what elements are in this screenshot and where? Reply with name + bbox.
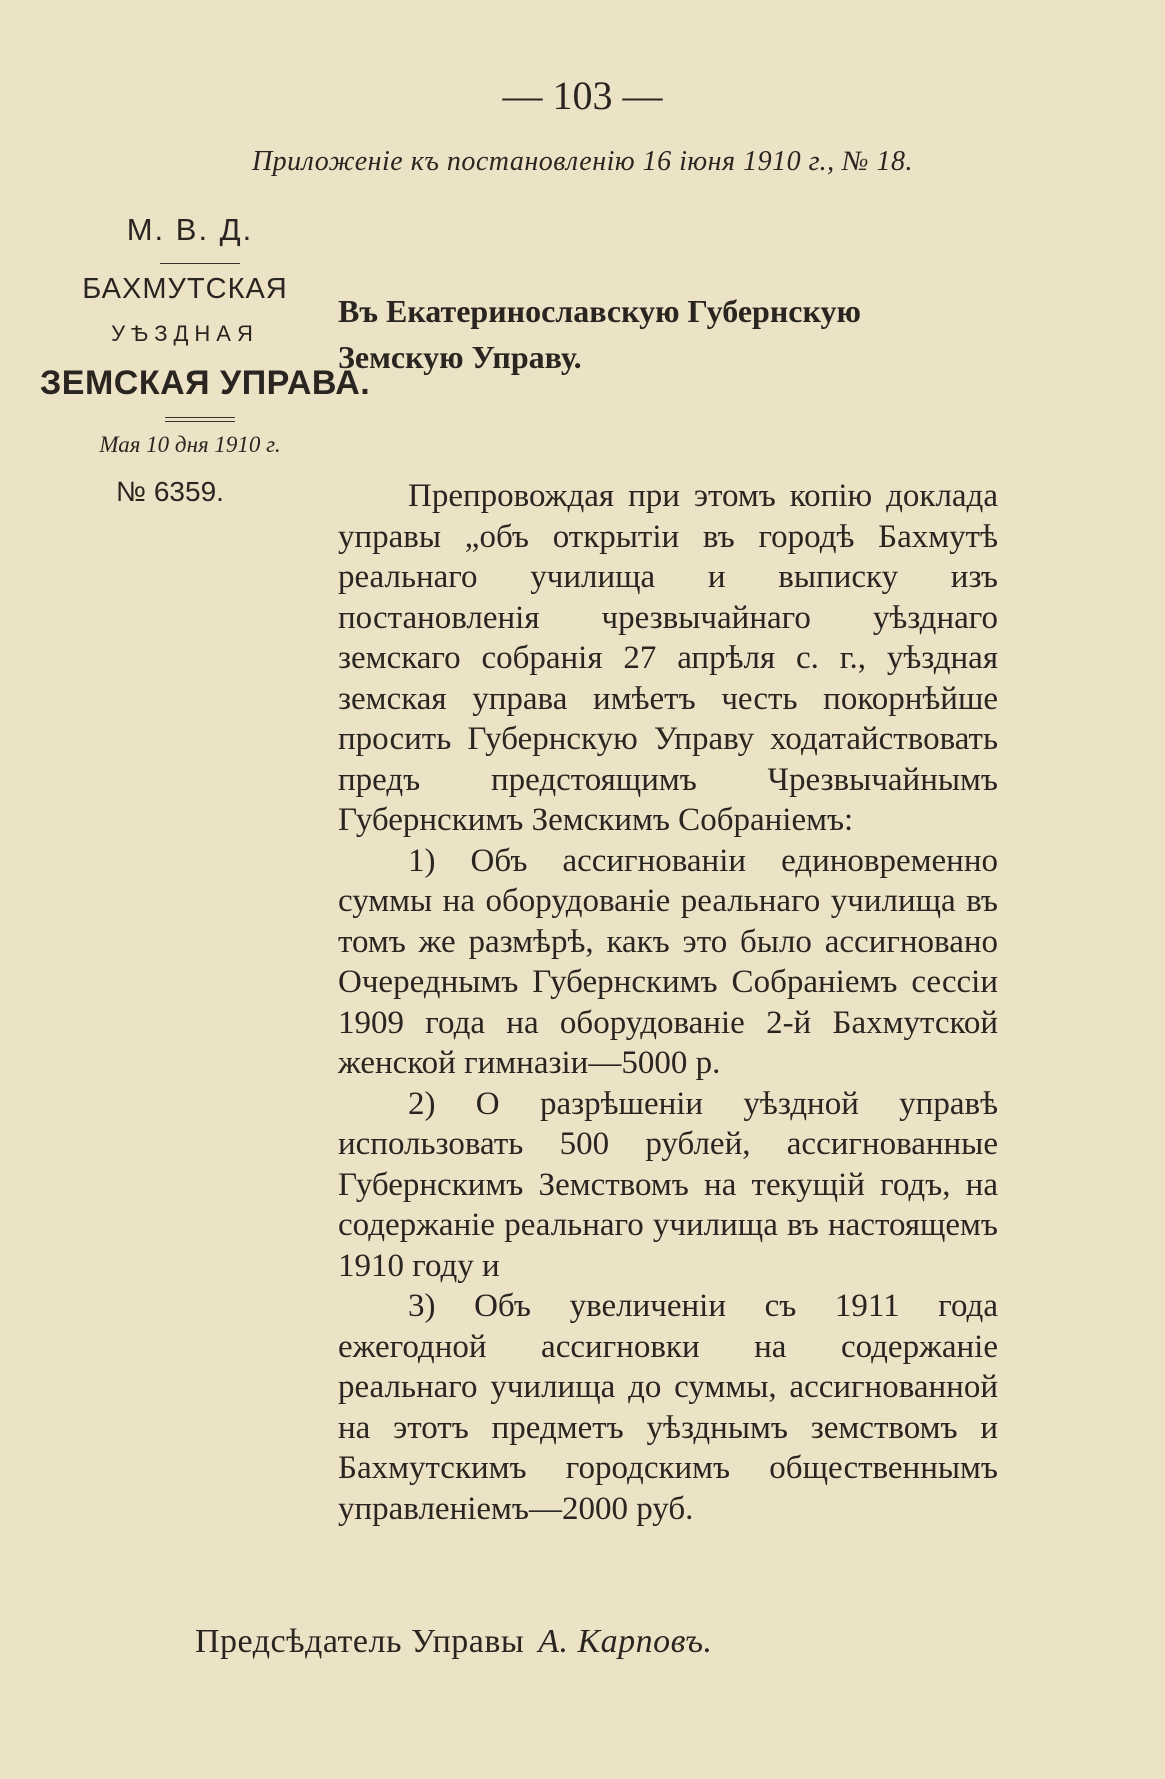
page-number: — 103 — xyxy=(502,73,663,118)
document-number: № 6359. xyxy=(116,476,224,507)
document-date: Мая 10 дня 1910 г. xyxy=(99,432,281,457)
request-item-3: 3) Объ увеличеніи съ 1911 года ежегодной ассигновки на содержаніе реальнаго училища до суммы, ассигнованной на этотъ предметъ уѣзднымъ земствомъ и Бахмутскимъ городскимъ общественнымъ управленіемъ—2000 руб. xyxy=(338,1288,998,1527)
intro-paragraph: Препровождая при этомъ копію доклада управы „объ открытіи въ городѣ Бахмутѣ реальнаго училища и выписку изъ постановленія чрезвычайнаго уѣзднаго земскаго собранія 27 апрѣля с. г., уѣздная земская управа имѣетъ честь покорнѣйше просить Губернскую Управу ходатайствовать предъ предстоящимъ Чрезвычайнымъ Губернскимъ Земскимъ Собраніемъ: xyxy=(338,478,998,838)
signature-name: А. Карповъ. xyxy=(538,1623,713,1660)
letter-body xyxy=(338,476,998,1529)
addressee-line2: Земскую Управу. xyxy=(338,339,582,375)
request-item-2: 2) О разрѣшеніи уѣздной управѣ использовать 500 рублей, ассигнованные Губернскимъ Земствомъ на текущій годъ, на содержаніе реальнаго училища въ настоящемъ 1910 году и xyxy=(338,1085,998,1284)
addressee xyxy=(338,288,998,380)
signature-line xyxy=(195,1623,713,1661)
signature-title: Предсѣдатель Управы xyxy=(195,1623,525,1660)
office-name-line3: ЗЕМСКАЯ УПРАВА. xyxy=(40,364,371,402)
office-name-line1: БАХМУТСКАЯ xyxy=(82,273,288,305)
appendix-note: Приложеніе къ постановленію 16 іюня 1910 г., № 18. xyxy=(251,146,914,177)
office-name-line2: УѢЗДНАЯ xyxy=(111,321,259,346)
double-divider-rule xyxy=(165,417,235,422)
request-item-1: 1) Объ ассигнованіи единовременно суммы на оборудованіе реальнаго училища въ томъ же размѣрѣ, какъ это было ассигновано Очереднымъ Губернскимъ Собраніемъ сессіи 1909 года на оборудованіе 2-й Бахмутской женской гимназіи—5000 р. xyxy=(338,842,998,1081)
divider-rule xyxy=(160,263,240,264)
ministry-abbreviation: М. В. Д. xyxy=(126,212,254,247)
addressee-line1: Въ Екатеринославскую Губернскую xyxy=(338,293,861,329)
